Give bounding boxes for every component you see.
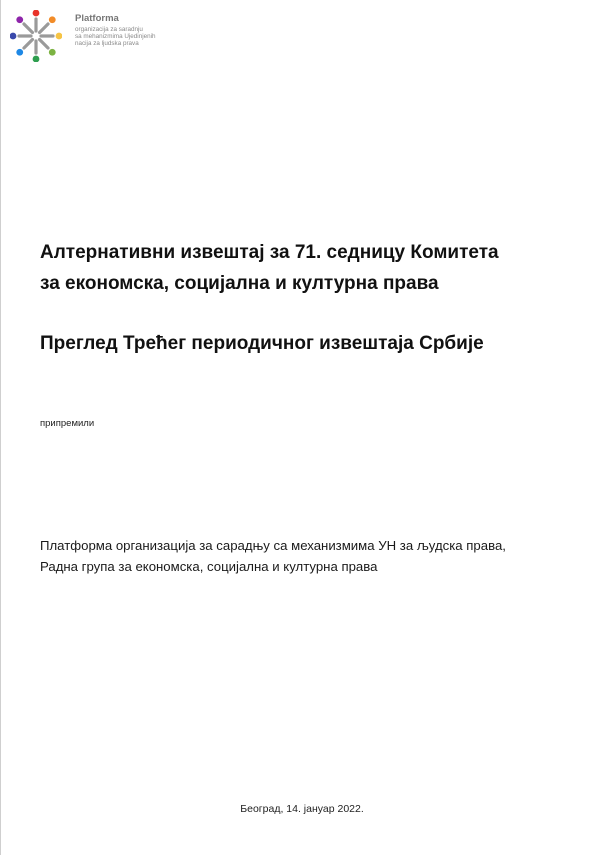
logo-ray — [40, 40, 48, 48]
logo-ray — [24, 24, 32, 32]
logo-dot — [33, 10, 40, 16]
authors-block — [40, 535, 590, 577]
logo-ray — [24, 40, 32, 48]
authors-line: Платформа организација за сарадњу са механизмима УН за људска права, — [40, 538, 506, 553]
logo-subtitle-line: sa mehanizmima Ujedinjenih — [75, 33, 156, 41]
logo-dot — [56, 33, 62, 40]
page-edge — [0, 0, 1, 855]
logo-dot — [16, 49, 23, 56]
report-title — [40, 237, 580, 299]
platforma-star-icon — [10, 10, 62, 62]
logo-ray — [40, 24, 48, 32]
prepared-by-label: припремили — [40, 418, 95, 429]
logo-subtitle-line: nacija za ljudska prava — [75, 40, 139, 48]
logo-subtitle-line: organizacija za saradnju — [75, 25, 143, 33]
report-title-line: за економска, социјална и културна права — [40, 273, 439, 294]
logo-dot — [49, 49, 56, 56]
logo-dot — [10, 33, 16, 40]
logo-text — [75, 14, 156, 48]
logo-dot — [16, 16, 23, 23]
logo-dot — [33, 56, 40, 62]
logo-dot — [49, 16, 56, 23]
logo-name: Platforma — [75, 13, 119, 24]
authors-line: Радна група за економска, социјална и културна права — [40, 559, 378, 574]
report-title-line: Алтернативни извештај за 71. седницу Комитета — [40, 242, 499, 263]
report-subtitle: Преглед Трећег периодичног извештаја Србије — [40, 333, 484, 354]
place-and-date: Београд, 14. јануар 2022. — [240, 803, 364, 815]
